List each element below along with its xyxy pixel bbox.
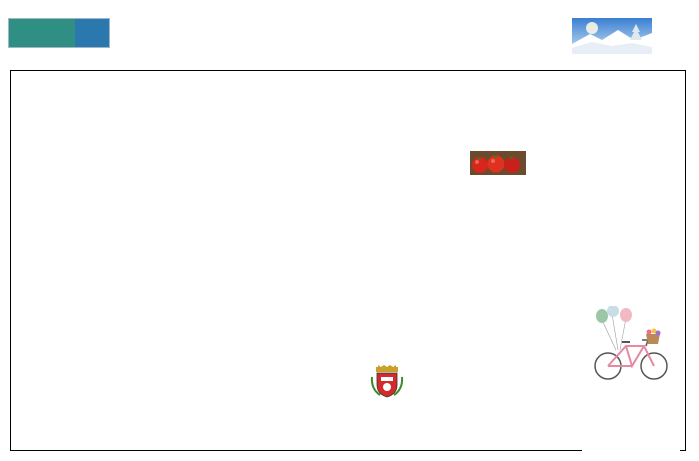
winter-landscape-image: [572, 18, 652, 54]
weekend-panel: [582, 306, 680, 452]
tomatoes-image: [470, 151, 526, 175]
logo-self-text: [75, 19, 109, 47]
bicycle-balloons-icon: [582, 306, 680, 386]
logo-text: [9, 19, 75, 47]
coat-of-arms-icon: [370, 365, 404, 399]
self-logo: [8, 18, 110, 48]
